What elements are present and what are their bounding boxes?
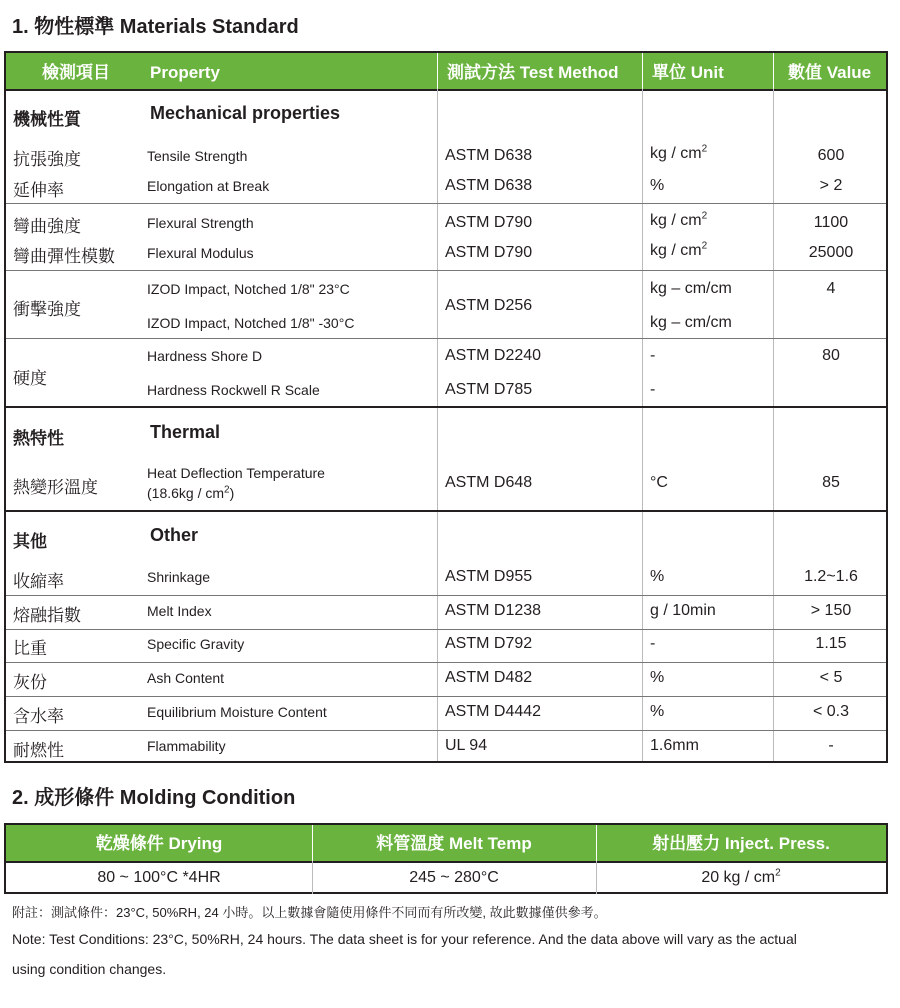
row-unit: - xyxy=(650,381,656,398)
section-thermal-en: Thermal xyxy=(150,422,221,442)
row-label-zh: 熱變形溫度 xyxy=(13,478,98,497)
unit-superscript: 2 xyxy=(224,484,230,496)
row-divider xyxy=(6,730,886,731)
header-drying: 乾燥條件 Drying xyxy=(95,834,223,853)
row-label-zh: 衝擊強度 xyxy=(13,300,81,319)
row-method: ASTM D4442 xyxy=(445,703,542,720)
header-divider xyxy=(437,53,438,89)
row-divider xyxy=(6,338,886,339)
value-inject-press xyxy=(596,861,886,894)
section-title-materials: 1. 物性標準 Materials Standard xyxy=(12,16,299,38)
row-property: IZOD Impact, Notched 1/8" -30°C xyxy=(147,315,355,331)
header-divider xyxy=(642,53,643,89)
row-property: Equilibrium Moisture Content xyxy=(147,704,327,720)
row-value: 25000 xyxy=(808,244,854,261)
row-value: < 0.3 xyxy=(812,703,850,720)
row-property: Tensile Strength xyxy=(147,148,248,164)
molding-table xyxy=(4,823,888,894)
row-method: ASTM D256 xyxy=(445,297,533,314)
section-divider xyxy=(6,406,886,408)
note-en-line1: Note: Test Conditions: 23°C, 50%RH, 24 hours. The data sheet is for your reference. And the data above will vary as the actual xyxy=(12,931,797,947)
row-label-zh: 彎曲彈性模數 xyxy=(13,247,115,266)
row-property: Flexural Strength xyxy=(147,215,254,231)
row-unit: % xyxy=(650,568,665,585)
row-unit xyxy=(650,242,707,260)
row-unit: - xyxy=(650,347,656,364)
row-method: ASTM D1238 xyxy=(445,602,542,619)
unit-superscript: 2 xyxy=(701,210,708,222)
materials-table xyxy=(4,51,888,763)
row-property: Shrinkage xyxy=(147,569,211,585)
row-value: 85 xyxy=(822,474,840,491)
row-method: ASTM D638 xyxy=(445,147,533,164)
row-method: ASTM D785 xyxy=(445,381,533,398)
row-value: 1.15 xyxy=(815,635,847,652)
header-method: 測試方法 Test Method xyxy=(447,63,619,82)
header-divider xyxy=(773,53,774,89)
row-value: 80 xyxy=(822,347,840,364)
section-mechanical-en: Mechanical properties xyxy=(150,103,341,123)
row-property: Flammability xyxy=(147,738,226,754)
row-divider xyxy=(6,696,886,697)
row-label-zh: 灰份 xyxy=(13,673,47,692)
row-label-zh: 抗張強度 xyxy=(13,150,81,169)
row-property: Hardness Shore D xyxy=(147,348,263,364)
row-property xyxy=(147,485,234,501)
header-value: 數值 Value xyxy=(788,63,872,82)
row-unit xyxy=(650,145,707,163)
press-text: 20 kg / cm xyxy=(701,869,776,886)
row-value: > 150 xyxy=(810,602,852,619)
row-method: ASTM D648 xyxy=(445,474,533,491)
section-other-zh: 其他 xyxy=(13,532,47,551)
row-unit: % xyxy=(650,177,665,194)
property-text: (18.6kg / cm xyxy=(147,485,225,501)
section-divider xyxy=(6,510,886,512)
header-melt-temp: 料管溫度 Melt Temp xyxy=(376,834,532,853)
row-method: ASTM D790 xyxy=(445,214,533,231)
section-other-en: Other xyxy=(150,525,199,545)
row-value: - xyxy=(828,737,834,754)
value-melt-temp: 245 ~ 280°C xyxy=(409,869,499,886)
row-property: Specific Gravity xyxy=(147,636,245,652)
row-property: IZOD Impact, Notched 1/8" 23°C xyxy=(147,281,350,297)
header-item: 檢測項目 xyxy=(42,63,110,82)
row-label-zh: 硬度 xyxy=(13,369,47,388)
row-label-zh: 耐燃性 xyxy=(13,741,64,760)
column-divider xyxy=(642,89,643,761)
row-divider xyxy=(6,662,886,663)
row-unit: kg – cm/cm xyxy=(650,314,732,331)
row-value: 1.2~1.6 xyxy=(804,568,858,585)
column-divider xyxy=(437,89,438,761)
row-property: Hardness Rockwell R Scale xyxy=(147,382,320,398)
row-label-zh: 彎曲強度 xyxy=(13,217,81,236)
header-property: Property xyxy=(150,63,220,82)
row-method: UL 94 xyxy=(445,737,488,754)
row-unit: 1.6mm xyxy=(650,737,699,754)
row-unit: - xyxy=(650,635,656,652)
row-value: < 5 xyxy=(819,669,843,686)
row-method: ASTM D955 xyxy=(445,568,533,585)
row-property: Heat Deflection Temperature xyxy=(147,465,325,481)
unit-superscript: 2 xyxy=(775,867,781,879)
row-label-zh: 比重 xyxy=(13,639,47,658)
value-drying: 80 ~ 100°C *4HR xyxy=(97,869,221,886)
row-divider xyxy=(6,270,886,271)
unit-text: kg / cm xyxy=(650,242,702,259)
row-unit: % xyxy=(650,669,665,686)
row-value: 1100 xyxy=(813,214,849,231)
unit-text: kg / cm xyxy=(650,212,702,229)
note-zh: 附註：測試條件：23°C, 50%RH, 24 小時。以上數據會隨使用條件不同而有所改變, 故此數據僅供參考。 xyxy=(12,905,607,920)
row-unit: kg – cm/cm xyxy=(650,280,732,297)
unit-superscript: 2 xyxy=(701,240,708,252)
row-divider xyxy=(6,203,886,204)
section-mechanical-zh: 機械性質 xyxy=(13,110,81,129)
unit-superscript: 2 xyxy=(701,143,708,155)
row-method: ASTM D792 xyxy=(445,635,533,652)
row-value: 4 xyxy=(826,280,836,297)
row-method: ASTM D482 xyxy=(445,669,533,686)
row-divider xyxy=(6,595,886,596)
section-thermal-zh: 熱特性 xyxy=(13,429,64,448)
row-method: ASTM D2240 xyxy=(445,347,542,364)
header-inject-press: 射出壓力 Inject. Press. xyxy=(652,834,830,853)
row-label-zh: 延伸率 xyxy=(13,181,64,200)
row-unit: % xyxy=(650,703,665,720)
row-divider xyxy=(6,629,886,630)
row-value: 600 xyxy=(817,147,845,164)
row-label-zh: 熔融指數 xyxy=(13,606,81,625)
row-unit: °C xyxy=(650,474,668,491)
row-method: ASTM D790 xyxy=(445,244,533,261)
row-property: Melt Index xyxy=(147,603,212,619)
header-unit: 單位 Unit xyxy=(652,63,724,82)
row-property: Elongation at Break xyxy=(147,178,270,194)
row-label-zh: 含水率 xyxy=(13,707,64,726)
row-label-zh: 收縮率 xyxy=(13,572,64,591)
row-property: Flexural Modulus xyxy=(147,245,254,261)
row-property: Ash Content xyxy=(147,670,225,686)
materials-table-header xyxy=(6,53,886,91)
section-title-molding: 2. 成形條件 Molding Condition xyxy=(12,787,296,809)
row-unit: g / 10min xyxy=(650,602,716,619)
unit-text: kg / cm xyxy=(650,145,702,162)
property-text: ) xyxy=(229,485,235,501)
row-value: > 2 xyxy=(819,177,843,194)
note-en-line2: using condition changes. xyxy=(12,961,167,977)
row-method: ASTM D638 xyxy=(445,177,533,194)
row-unit xyxy=(650,212,707,230)
